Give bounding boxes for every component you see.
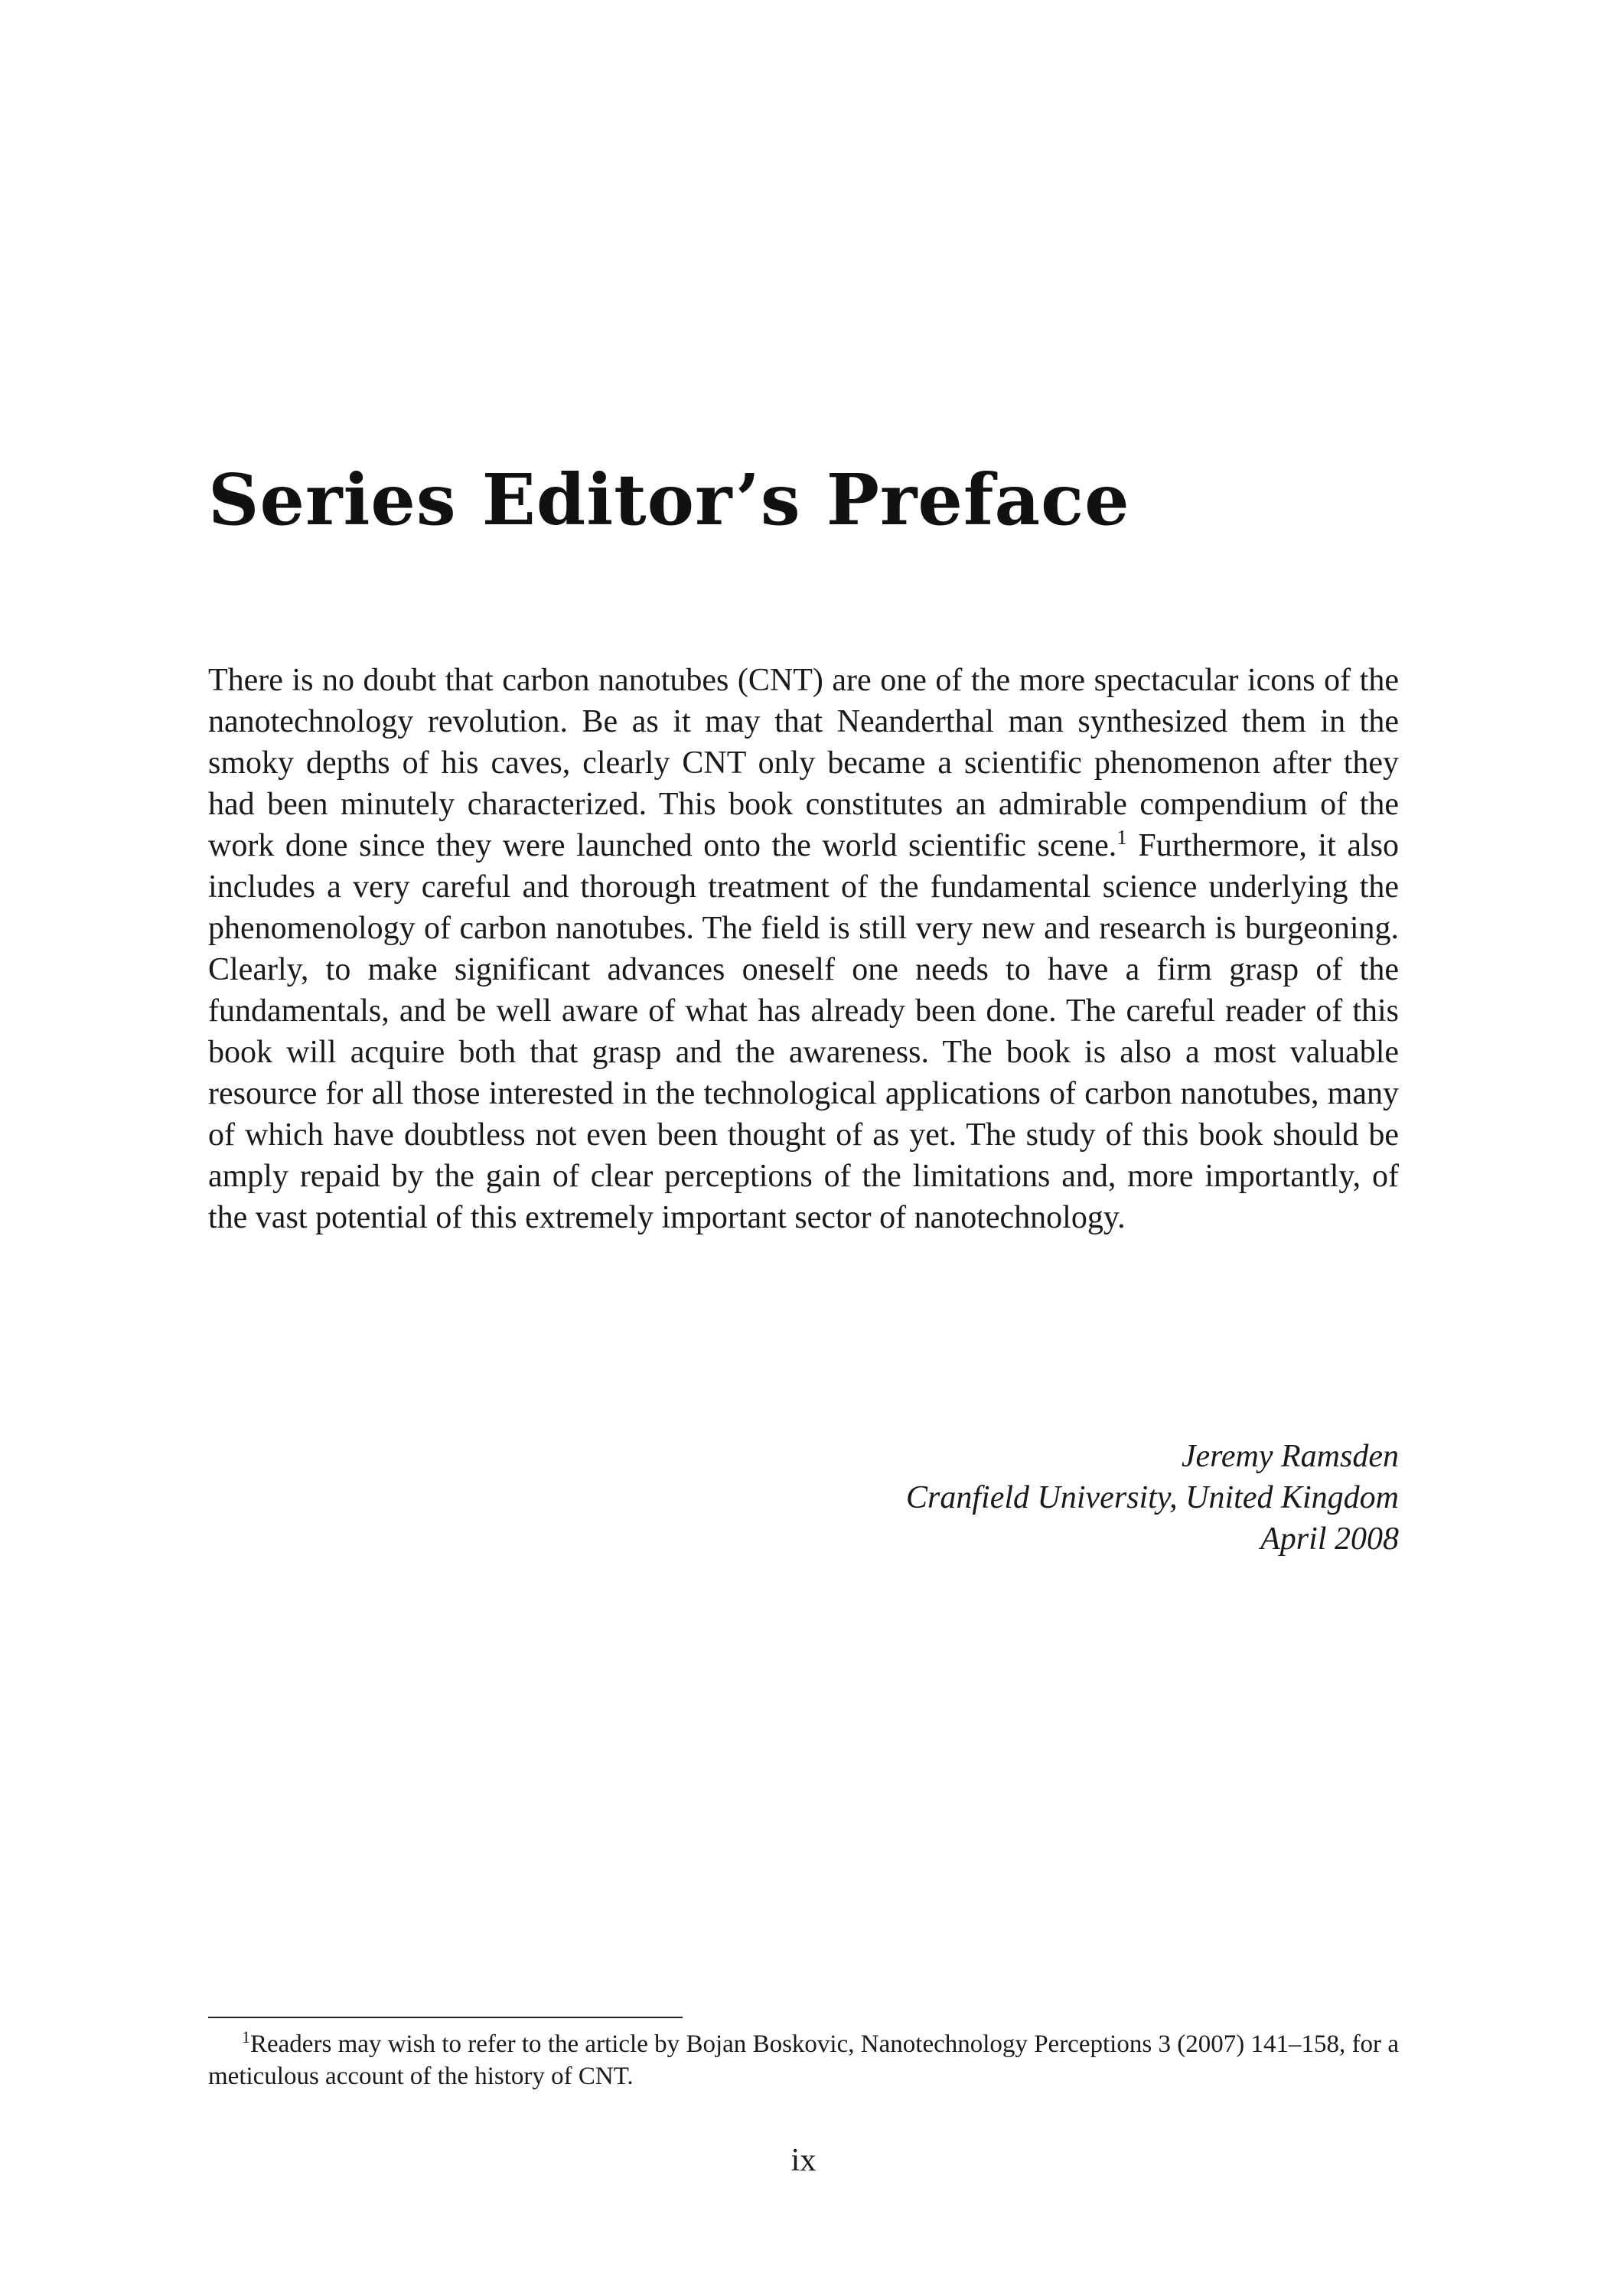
page-title: Series Editor’s Preface xyxy=(208,458,1130,541)
signature-affiliation: Cranfield University, United Kingdom xyxy=(906,1480,1399,1515)
signature-block xyxy=(906,1436,1399,1560)
footnote xyxy=(208,2028,1399,2092)
preface-text-part-1: There is no doubt that carbon nanotubes (CNT) are one of the more spectacular icons of the nanotechnology revolution. Be as it may that Neanderthal man synthesized them in the smoky depths of his caves, clearly CNT only became a scientific phenomenon after they had been minutely characterized. This book constitutes an admirable compendium of the work done since they were launched onto the world scientific scene. xyxy=(208,663,1399,863)
footnote-number: 1 xyxy=(242,2027,250,2047)
footnote-reference[interactable]: 1 xyxy=(1116,826,1127,849)
preface-body xyxy=(208,660,1399,1238)
preface-text-part-2: Furthermore, it also includes a very careful and thorough treatment of the fundamental science underlying the phenomenology of carbon nanotubes. The field is still very new and research is burgeoning. Clearly, to make significant advances oneself one needs to have a firm grasp of the fundamentals, and be well aware of what has already been done. The careful reader of this book will acquire both that grasp and the awareness. The book is also a most valuable resource for all those interested in the technological applications of carbon nanotubes, many of which have doubtless not even been thought of as yet. The study of this book should be amply repaid by the gain of clear perceptions of the limitations and, more importantly, of the vast potential of this extremely important sector of nanotechnology. xyxy=(208,828,1399,1235)
footnote-text: Readers may wish to refer to the article by Bojan Boskovic, Nanotechnology Perceptions 3 (2007) 141–158, for a meticulous account of the history of CNT. xyxy=(208,2030,1399,2090)
page-number: ix xyxy=(790,2143,817,2178)
footnote-divider xyxy=(208,2017,683,2018)
signature-date: April 2008 xyxy=(1260,1521,1399,1557)
signature-name: Jeremy Ramsden xyxy=(1181,1439,1399,1474)
